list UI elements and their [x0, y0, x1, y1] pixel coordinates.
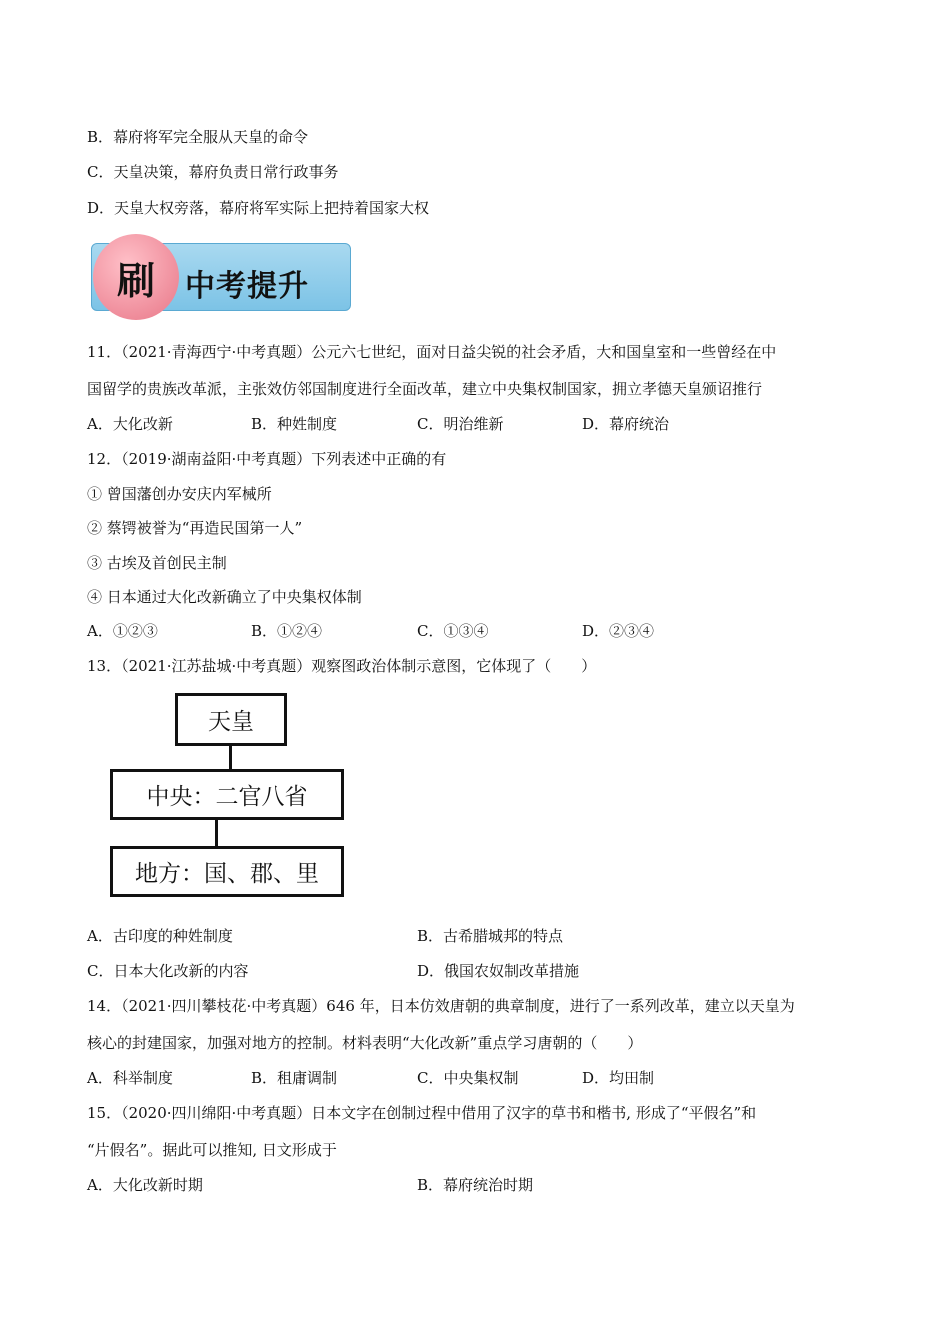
- diagram-connector-2: [215, 820, 218, 846]
- q15-stem-line1: 15．（2020·四川绵阳·中考真题）日本文字在创制过程中借用了汉字的草书和楷书, 形成了“平假名”和: [87, 1104, 757, 1122]
- q14-option-d: D．均田制: [582, 1069, 655, 1087]
- q12-stem: 12．（2019·湖南益阳·中考真题）下列表述中正确的有: [87, 450, 447, 468]
- diagram-connector-1: [229, 746, 232, 769]
- q12-option-a: A．①②③: [87, 622, 158, 640]
- q14-stem-line2: 核心的封建国家，加强对地方的控制。材料表明“大化改新”重点学习唐朝的（ ）: [87, 1034, 643, 1052]
- q15-option-b: B．幕府统治时期: [417, 1176, 534, 1194]
- q13-option-d: D．俄国农奴制改革措施: [417, 962, 580, 980]
- diagram-box-emperor: 天皇: [175, 693, 287, 746]
- q13-stem: 13．（2021·江苏盐城·中考真题）观察图政治体制示意图，它体现了（ ）: [87, 657, 597, 675]
- q12-item-1: ① 曾国藩创办安庆内军械所: [87, 485, 272, 503]
- q11-option-a: A．大化改新: [87, 415, 173, 433]
- q12-option-c: C．①③④: [417, 622, 489, 640]
- q13-option-a: A．古印度的种姓制度: [87, 927, 233, 945]
- q11-option-b: B．种姓制度: [251, 415, 338, 433]
- q14-option-c: C．中央集权制: [417, 1069, 519, 1087]
- q11-stem-line1: 11．（2021·青海西宁·中考真题）公元六七世纪，面对日益尖锐的社会矛盾，大和国皇室和一些曾经在中: [87, 343, 777, 361]
- q11-option-c: C．明治维新: [417, 415, 504, 433]
- banner-badge: 刷: [93, 234, 179, 320]
- section-banner: [91, 234, 353, 324]
- q14-stem-line1: 14．（2021·四川攀枝花·中考真题）646 年，日本仿效唐朝的典章制度，进行了一系列改革，建立以天皇为: [87, 997, 795, 1015]
- q12-option-b: B．①②④: [251, 622, 323, 640]
- q14-option-b: B．租庸调制: [251, 1069, 338, 1087]
- prev-option-c: C．天皇决策，幕府负责日常行政事务: [87, 163, 339, 181]
- q13-option-c: C．日本大化改新的内容: [87, 962, 249, 980]
- banner-title: 中考提升: [185, 269, 309, 304]
- prev-option-d: D．天皇大权旁落，幕府将军实际上把持着国家大权: [87, 199, 430, 217]
- q11-stem-line2: 国留学的贵族改革派，主张效仿邻国制度进行全面改革，建立中央集权制国家，拥立孝德天皇颁诏推行: [87, 380, 763, 398]
- q11-option-d: D．幕府统治: [582, 415, 670, 433]
- q13-option-b: B．古希腊城邦的特点: [417, 927, 564, 945]
- q15-option-a: A．大化改新时期: [87, 1176, 203, 1194]
- political-system-diagram: [110, 693, 350, 898]
- diagram-box-local: 地方：国、郡、里: [110, 846, 344, 897]
- q12-option-d: D．②③④: [582, 622, 655, 640]
- diagram-box-central: 中央：二官八省: [110, 769, 344, 820]
- q12-item-3: ③ 古埃及首创民主制: [87, 554, 227, 572]
- prev-option-b: B．幕府将军完全服从天皇的命令: [87, 128, 309, 146]
- q12-item-4: ④ 日本通过大化改新确立了中央集权体制: [87, 588, 362, 606]
- q14-option-a: A．科举制度: [87, 1069, 173, 1087]
- q12-item-2: ② 蔡锷被誉为“再造民国第一人”: [87, 519, 303, 537]
- q15-stem-line2: “片假名”。据此可以推知, 日文形成于: [87, 1141, 337, 1159]
